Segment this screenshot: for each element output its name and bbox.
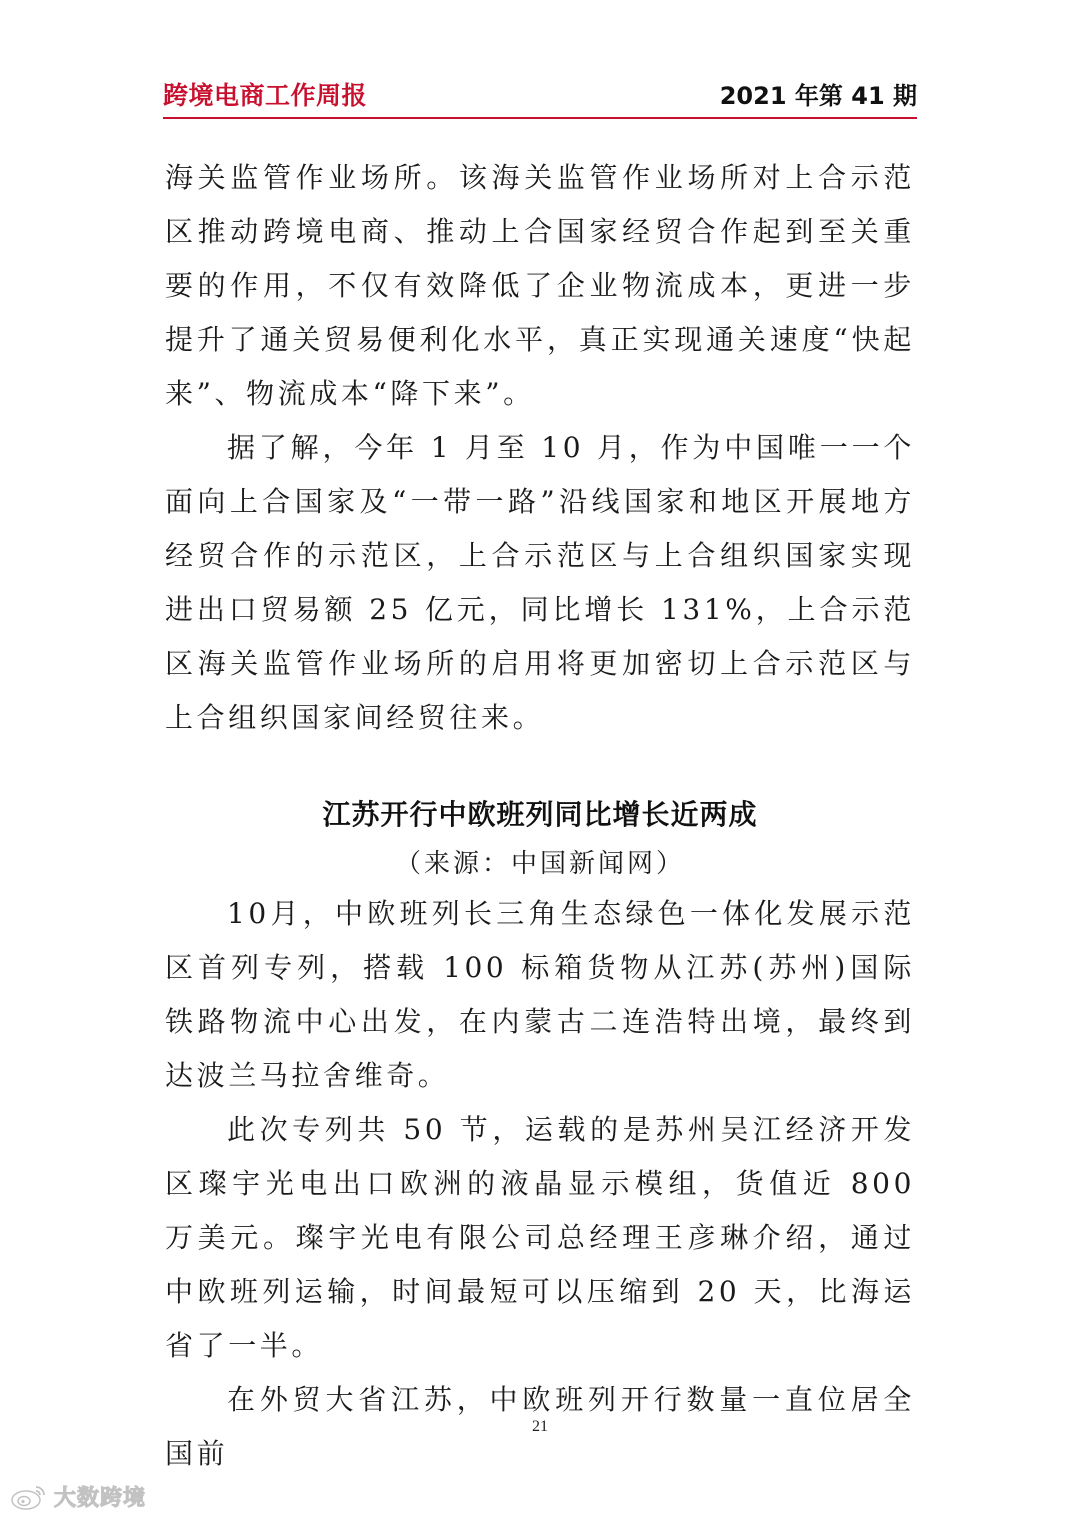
paragraph-continued: 海关监管作业场所。该海关监管作业场所对上合示范区推动跨境电商、推动上合国家经贸合作起到至关重要的作用，不仅有效降低了企业物流成本，更进一步提升了通关贸易便利化水平，真正实现通关速度“快起来”、物流成本“降下来”。 (165, 161, 915, 410)
watermark-text: 大数跨境 (54, 1485, 147, 1511)
weibo-logo-icon (10, 1481, 48, 1511)
publication-title: 跨境电商工作周报 (163, 81, 368, 110)
article-paragraph: 10月，中欧班列长三角生态绿色一体化发展示范区首列专列，搭载 100 标箱货物从江苏(苏州)国际铁路物流中心出发，在内蒙古二连浩特出境，最终到达波兰马拉舍维奇。 (165, 897, 915, 1092)
paragraph: 据了解，今年 1 月至 10 月，作为中国唯一一个面向上合国家及“一带一路”沿线国家和地区开展地方经贸合作的示范区，上合示范区与上合组织国家实现进出口贸易额 25 亿元，同比增长 131%，上合示范区海关监管作业场所的启用将更加密切上合示范区与上合组织国家间经贸往来。 (165, 431, 915, 734)
article-source: （来源：中国新闻网） (394, 849, 685, 879)
page-content (165, 151, 915, 1481)
watermark (10, 1476, 146, 1516)
page-number: 21 (532, 1418, 548, 1435)
article-paragraph: 在外贸大省江苏，中欧班列开行数量一直位居全国前 (165, 1383, 915, 1470)
issue-number: 2021 年第 41 期 (719, 82, 917, 110)
article-paragraph: 此次专列共 50 节，运载的是苏州吴江经济开发区璨宇光电出口欧洲的液晶显示模组，货值近 800 万美元。璨宇光电有限公司总经理王彦琳介绍，通过中欧班列运输，时间最短可以压缩到 20 天，比海运省了一半。 (165, 1113, 915, 1362)
page-header (163, 76, 917, 112)
article-title: 江苏开行中欧班列同比增长近两成 (322, 798, 758, 831)
header-divider (163, 117, 917, 119)
